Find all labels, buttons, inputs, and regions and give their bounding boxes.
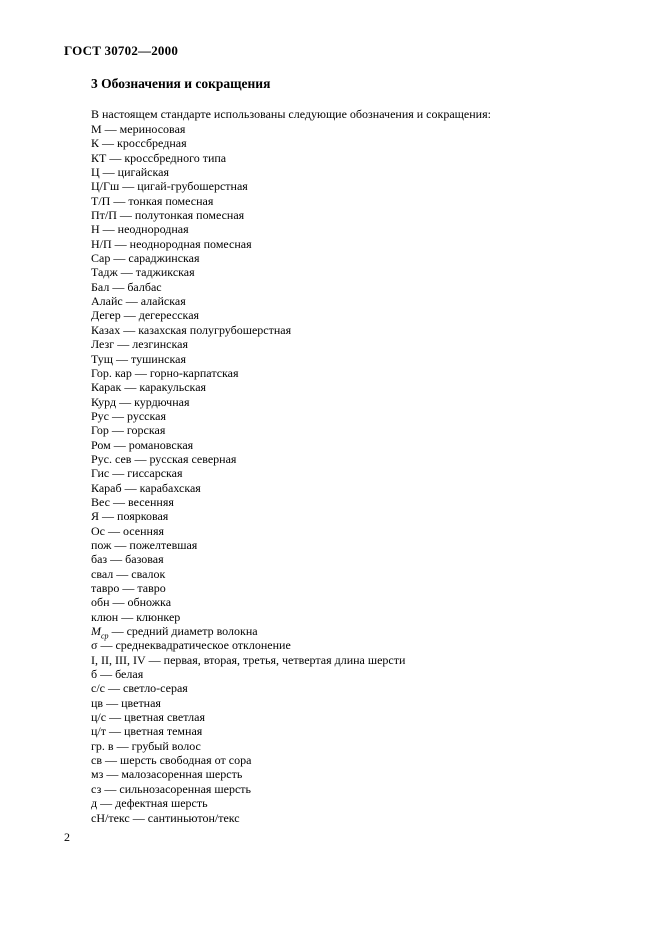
dash-separator: — [102, 222, 115, 237]
abbreviation-symbol: Тущ [91, 351, 113, 366]
abbreviation-meaning: поярковая [117, 509, 169, 524]
dash-separator: — [134, 365, 147, 380]
abbreviation-item [91, 538, 405, 552]
dash-separator: — [121, 609, 134, 624]
abbreviation-meaning: дефектная шерсть [115, 796, 208, 811]
abbreviation-symbol: К [91, 136, 100, 151]
abbreviation-item [91, 179, 405, 193]
abbreviation-item [91, 466, 405, 480]
abbreviation-item [91, 581, 405, 595]
dash-separator: — [100, 667, 113, 682]
abbreviation-meaning: тонкая помесная [128, 193, 214, 208]
abbreviation-symbol: КТ [91, 150, 107, 165]
abbreviation-meaning: балбас [127, 279, 162, 294]
abbreviation-item [91, 280, 405, 294]
dash-separator: — [115, 351, 128, 366]
abbreviation-meaning: первая, вторая, третья, четвертая длина шерсти [163, 652, 406, 667]
abbreviation-meaning: осенняя [123, 523, 164, 538]
abbreviation-item [91, 136, 405, 150]
abbreviation-symbol: сз [91, 781, 102, 796]
abbreviation-item [91, 552, 405, 566]
abbreviation-item [91, 509, 405, 523]
abbreviation-symbol: б [91, 667, 98, 682]
dash-separator: — [124, 480, 137, 495]
abbreviation-symbol: Пт/П [91, 208, 117, 223]
abbreviation-symbol: гр. в [91, 738, 114, 753]
dash-separator: — [112, 408, 124, 423]
dash-separator: — [112, 279, 125, 294]
abbreviation-item [91, 782, 405, 796]
dash-separator: — [108, 681, 120, 696]
abbreviation-item [91, 767, 405, 781]
dash-separator: — [116, 738, 129, 753]
abbreviation-symbol: сН/текс [91, 810, 130, 825]
dash-separator: — [112, 595, 125, 610]
abbreviation-item [91, 524, 405, 538]
abbreviation-item [91, 337, 405, 351]
abbreviation-item [91, 194, 405, 208]
abbreviation-meaning: кроссбредного типа [124, 150, 227, 165]
section-title: 3 Обозначения и сокращения [91, 76, 271, 91]
abbreviation-item [91, 610, 405, 624]
dash-separator: — [124, 380, 137, 395]
dash-separator: — [106, 767, 119, 782]
abbreviation-symbol: мз [91, 767, 104, 782]
section-intro: В настоящем стандарте использованы следующие обозначения и сокращения: [91, 107, 491, 121]
abbreviation-item [91, 352, 405, 366]
abbreviation-meaning: казахская полугрубошерстная [138, 322, 292, 337]
abbreviation-symbol: Казах [91, 322, 121, 337]
abbreviation-symbol: св [91, 753, 102, 768]
dash-separator: — [109, 710, 122, 725]
dash-separator: — [132, 810, 145, 825]
dash-separator: — [148, 652, 161, 667]
abbreviation-symbol: ц/с [91, 710, 107, 725]
abbreviation-item [91, 265, 405, 279]
abbreviation-meaning: белая [115, 667, 144, 682]
dash-separator: — [109, 724, 121, 739]
abbreviation-symbol: свал [91, 566, 114, 581]
dash-separator: — [114, 236, 127, 251]
abbreviation-meaning: гиссарская [127, 466, 183, 481]
abbreviation-meaning: свалок [131, 566, 166, 581]
abbreviation-symbol: Н [91, 222, 100, 237]
abbreviation-symbol: Дегер [91, 308, 121, 323]
dash-separator: — [113, 251, 126, 266]
dash-separator: — [119, 208, 132, 223]
abbreviation-meaning: лезгинская [132, 337, 188, 352]
abbreviation-meaning: среднеквадратическое отклонение [115, 638, 291, 653]
abbreviation-item [91, 495, 405, 509]
abbreviation-meaning: базовая [125, 552, 164, 567]
dash-separator: — [102, 509, 115, 524]
abbreviation-item [91, 151, 405, 165]
abbreviation-meaning: неоднородная [117, 222, 189, 237]
abbreviation-meaning: таджикская [135, 265, 195, 280]
abbreviation-meaning: сантиньютон/текс [147, 810, 240, 825]
abbreviation-item [91, 222, 405, 236]
abbreviation-item [91, 251, 405, 265]
abbreviation-item [91, 811, 405, 825]
abbreviation-meaning: мериносовая [119, 122, 186, 136]
dash-separator: — [110, 552, 123, 567]
abbreviation-symbol: Т/П [91, 193, 111, 208]
abbreviation-meaning: обножка [127, 595, 172, 610]
abbreviation-meaning: романовская [128, 437, 194, 452]
dash-separator: — [134, 451, 147, 466]
dash-separator: — [104, 122, 117, 136]
abbreviation-item [91, 409, 405, 423]
page-number: 2 [64, 830, 70, 844]
abbreviation-item [91, 724, 405, 738]
abbreviation-symbol: пож [91, 537, 112, 552]
abbreviation-symbol: Гор. кар [91, 365, 132, 380]
abbreviation-meaning: пожелтевшая [129, 537, 198, 552]
abbreviation-item [91, 638, 405, 652]
abbreviation-meaning: шерсть свободная от сора [120, 753, 252, 768]
abbreviation-item [91, 567, 405, 581]
abbreviation-symbol: Гор [91, 423, 109, 438]
abbreviation-meaning: дегересская [138, 308, 200, 323]
abbreviation-meaning: малозасоренная шерсть [121, 767, 243, 782]
abbreviation-symbol: Ром [91, 437, 111, 452]
abbreviation-meaning: неоднородная помесная [129, 236, 252, 251]
abbreviation-symbol: Ц [91, 165, 100, 180]
dash-separator: — [108, 523, 120, 538]
dash-separator: — [122, 179, 135, 194]
dash-separator: — [122, 581, 135, 595]
dash-separator: — [100, 796, 113, 811]
abbreviation-symbol: обн [91, 595, 110, 610]
document-code: ГОСТ 30702—2000 [64, 43, 179, 58]
abbreviation-symbol: Гис [91, 466, 110, 481]
abbreviation-item [91, 423, 405, 437]
dash-separator: — [114, 537, 127, 552]
abbreviation-meaning: кроссбредная [117, 136, 187, 151]
abbreviation-meaning: цигайская [117, 165, 170, 180]
abbreviation-item [91, 308, 405, 322]
abbreviation-symbol: Вес [91, 494, 110, 509]
abbreviation-item [91, 696, 405, 710]
abbreviation-list [91, 122, 405, 825]
abbreviation-meaning: курдючная [134, 394, 190, 409]
abbreviation-symbol: баз [91, 552, 108, 567]
dash-separator: — [106, 695, 119, 710]
abbreviation-meaning: весенняя [127, 494, 174, 509]
dash-separator: — [104, 781, 117, 796]
abbreviation-symbol: Лезг [91, 337, 115, 352]
abbreviation-symbol: Тадж [91, 265, 118, 280]
abbreviation-symbol: σ [91, 638, 98, 653]
dash-separator: — [111, 423, 124, 438]
abbreviation-item [91, 366, 405, 380]
abbreviation-symbol: Алайс [91, 294, 123, 309]
abbreviation-item [91, 165, 405, 179]
abbreviation-item [91, 452, 405, 466]
dash-separator: — [111, 624, 124, 639]
dash-separator: — [119, 394, 132, 409]
abbreviation-symbol: Н/П [91, 236, 112, 251]
abbreviation-symbol: ц/т [91, 724, 106, 739]
dash-separator: — [125, 294, 138, 309]
abbreviation-symbol: Бал [91, 279, 110, 294]
abbreviation-item [91, 208, 405, 222]
abbreviation-meaning: русская северная [149, 451, 237, 466]
abbreviation-symbol: Рус [91, 408, 109, 423]
dash-separator: — [100, 638, 113, 653]
abbreviation-symbol: М [91, 122, 102, 136]
abbreviation-symbol: клюн [91, 609, 119, 624]
abbreviation-item [91, 739, 405, 753]
abbreviation-meaning: тавро [137, 581, 166, 595]
abbreviation-meaning: светло-серая [123, 681, 188, 696]
dash-separator: — [112, 494, 125, 509]
dash-separator: — [109, 150, 122, 165]
abbreviation-meaning: цигай-грубошерстная [137, 179, 248, 194]
abbreviation-symbol: с/с [91, 681, 105, 696]
abbreviation-item [91, 753, 405, 767]
abbreviation-symbol: Карак [91, 380, 122, 395]
abbreviation-meaning: алайская [140, 294, 186, 309]
abbreviation-meaning: горно-карпатская [149, 365, 239, 380]
abbreviation-item [91, 710, 405, 724]
abbreviation-meaning: каракульская [139, 380, 207, 395]
abbreviation-meaning: средний диаметр волокна [126, 624, 258, 639]
dash-separator: — [113, 193, 126, 208]
abbreviation-meaning: цветная [121, 695, 161, 710]
abbreviation-meaning: сараджинская [128, 251, 200, 266]
abbreviation-symbol: Рус. сев [91, 451, 132, 466]
abbreviation-item [91, 395, 405, 409]
abbreviation-item [91, 323, 405, 337]
abbreviation-meaning: карабахская [139, 480, 201, 495]
dash-separator: — [113, 437, 126, 452]
abbreviation-meaning: тушинская [130, 351, 186, 366]
dash-separator: — [112, 466, 125, 481]
abbreviation-meaning: сильнозасоренная шерсть [119, 781, 252, 796]
abbreviation-item [91, 595, 405, 609]
abbreviation-symbol: Ос [91, 523, 105, 538]
dash-separator: — [105, 753, 117, 768]
abbreviation-meaning: цветная светлая [124, 710, 205, 725]
abbreviation-item [91, 681, 405, 695]
abbreviation-meaning: клюнкер [136, 609, 181, 624]
abbreviation-symbol: Сар [91, 251, 111, 266]
abbreviation-item [91, 122, 405, 136]
dash-separator: — [116, 566, 129, 581]
dash-separator: — [120, 265, 133, 280]
abbreviation-meaning: цветная темная [124, 724, 203, 739]
abbreviation-symbol: цв [91, 695, 104, 710]
abbreviation-item [91, 667, 405, 681]
abbreviation-item [91, 481, 405, 495]
dash-separator: — [102, 165, 115, 180]
abbreviation-symbol: Я [91, 509, 100, 524]
abbreviation-symbol: Курд [91, 394, 117, 409]
abbreviation-symbol: Караб [91, 480, 122, 495]
abbreviation-meaning: русская [127, 408, 166, 423]
abbreviation-item [91, 294, 405, 308]
abbreviation-item [91, 796, 405, 810]
abbreviation-meaning: горская [126, 423, 166, 438]
abbreviation-item [91, 438, 405, 452]
abbreviation-item [91, 380, 405, 394]
dash-separator: — [123, 308, 136, 323]
dash-separator: — [117, 337, 130, 352]
abbreviation-symbol: тавро [91, 581, 120, 595]
abbreviation-symbol: $M_{ср}$ [91, 624, 109, 641]
abbreviation-meaning: грубый волос [131, 738, 201, 753]
abbreviation-item [91, 624, 405, 641]
dash-separator: — [102, 136, 115, 151]
abbreviation-item [91, 653, 405, 667]
dash-separator: — [123, 322, 136, 337]
abbreviation-symbol: I, II, III, IV [91, 652, 146, 667]
abbreviation-symbol: Ц/Гш [91, 179, 120, 194]
abbreviation-item [91, 237, 405, 251]
abbreviation-meaning: полутонкая помесная [134, 208, 245, 223]
abbreviation-symbol: д [91, 796, 98, 811]
